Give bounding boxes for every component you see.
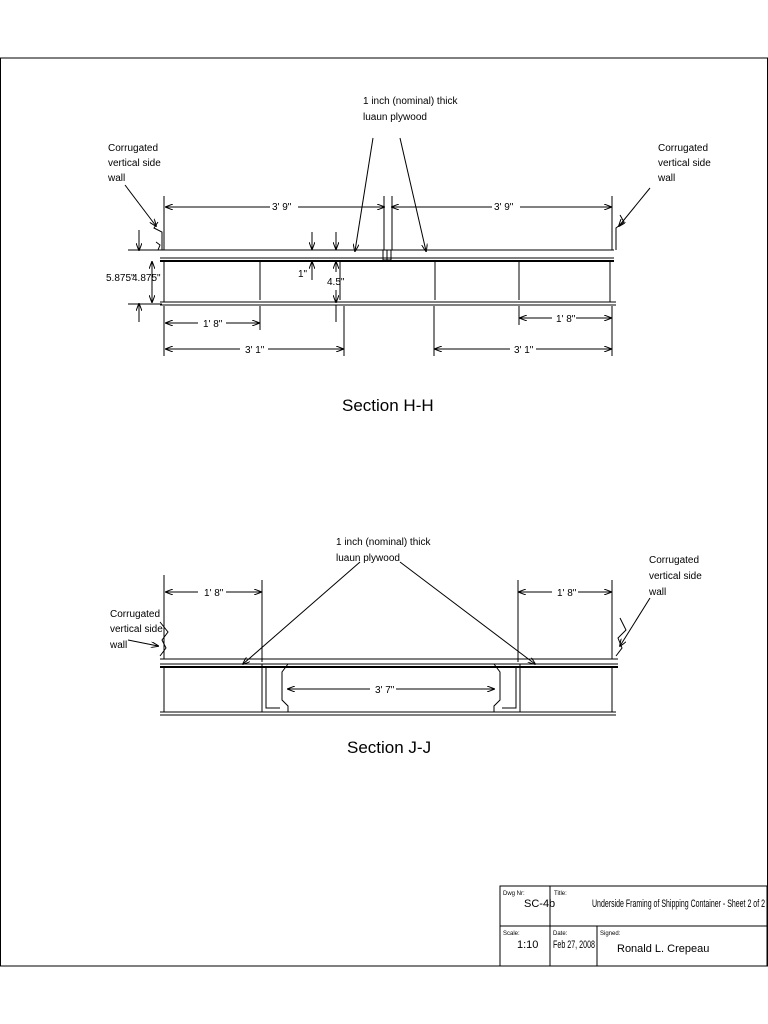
hh-plywood-label-1: 1 inch (nominal) thick: [363, 96, 458, 107]
hh-dim-top-left: 3' 9": [272, 202, 292, 213]
jj-wall-left-label-3: wall: [110, 640, 128, 651]
tb-title-label: Title:: [554, 891, 567, 897]
hh-wall-left-label-3: wall: [108, 173, 126, 184]
jj-channel-right: [494, 664, 520, 712]
jj-wall-left: [160, 575, 168, 659]
jj-channel-left: [262, 664, 288, 712]
hh-dim-bot-left-long: 3' 1": [245, 345, 265, 356]
hh-dim-height-inner: 4.875": [132, 273, 161, 284]
jj-wall-left-label-1: Corrugated: [110, 609, 161, 620]
hh-wall-right-label-3: wall: [658, 173, 676, 184]
hh-labels: [106, 96, 711, 415]
jj-wall-right-label-1: Corrugated: [649, 555, 700, 566]
title-block-text: [503, 891, 765, 955]
jj-plywood-label-2: luaun plywood: [336, 553, 400, 564]
tb-signed-label: Signed:: [600, 931, 621, 937]
tb-scale-label: Scale:: [503, 931, 520, 937]
jj-wall-right: [612, 580, 626, 659]
hh-dim-bot-right-long: 3' 1": [514, 345, 534, 356]
hh-dim-bot-left-short: 1' 8": [203, 319, 223, 330]
hh-dim-beam: 4.5": [327, 277, 345, 288]
hh-section-title: Section H-H: [342, 396, 434, 415]
jj-wall-right-label-2: vertical side: [649, 571, 702, 582]
jj-wall-right-label-3: wall: [649, 587, 667, 598]
tb-dwg-value: SC-4b: [524, 898, 556, 910]
hh-plywood-label-2: luaun plywood: [363, 112, 427, 123]
hh-frame: [160, 261, 616, 305]
jj-wall-left-label-2: vertical side: [110, 624, 163, 635]
tb-dwg-label: Dwg Nr:: [503, 891, 525, 897]
jj-dim-top-left: 1' 8": [204, 588, 224, 599]
hh-plywood: [160, 250, 614, 261]
hh-wall-left-label-2: vertical side: [108, 158, 161, 169]
tb-title-value: Underside Framing of Shipping Container - Sheet 2 of 2: [592, 898, 765, 910]
jj-labels: [109, 537, 702, 757]
jj-section-title: Section J-J: [347, 738, 432, 757]
jj-dim-middle: 3' 7": [375, 685, 395, 696]
hh-wall-right: [612, 196, 624, 250]
tb-scale-value: 1:10: [517, 939, 539, 951]
hh-wall-right-label-1: Corrugated: [658, 143, 709, 154]
hh-dim-top-right: 3' 9": [494, 202, 514, 213]
hh-wall-left: [154, 196, 164, 250]
sheet-border: [1, 58, 768, 966]
tb-signed-value: Ronald L. Crepeau: [617, 943, 710, 955]
tb-date-value: Feb 27, 2008: [553, 939, 595, 951]
hh-dim-ply: 1": [298, 269, 308, 280]
tb-date-label: Date:: [553, 931, 568, 937]
jj-plywood-label-1: 1 inch (nominal) thick: [336, 537, 431, 548]
hh-dim-bot-right-short: 1' 8": [556, 314, 576, 325]
jj-plywood: [160, 659, 618, 667]
jj-dim-top-right: 1' 8": [557, 588, 577, 599]
hh-dim-height-outer: 5.875": [106, 273, 135, 284]
hh-wall-left-label-1: Corrugated: [108, 143, 159, 154]
hh-wall-right-label-2: vertical side: [658, 158, 711, 169]
